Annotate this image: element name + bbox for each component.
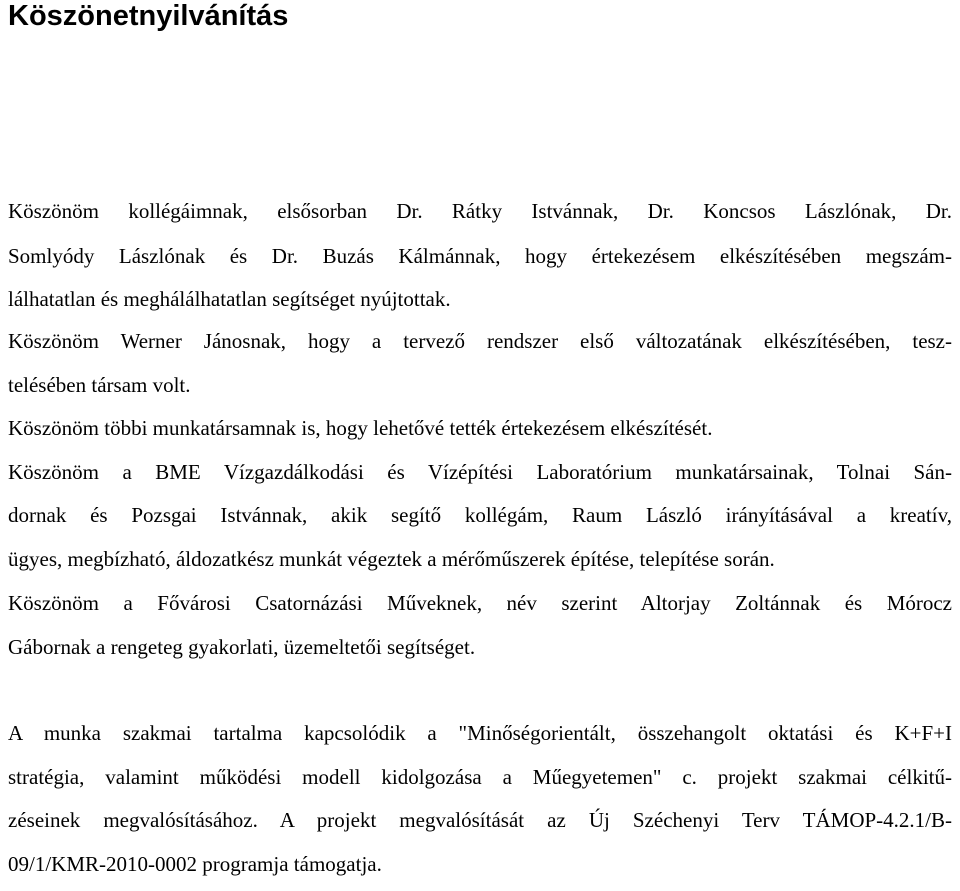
text-line: Köszönöm a Fővárosi Csatornázási Műveknek, név szerint Altorjay Zoltánnak és Mórocz xyxy=(8,591,952,615)
page-title: Köszönetnyilvánítás xyxy=(8,0,289,32)
text-line: 09/1/KMR-2010-0002 programja támogatja. xyxy=(8,852,382,876)
text-line: dornak és Pozsgai Istvánnak, akik segítő kollégám, Raum László irányításával a kreatív, xyxy=(8,503,952,527)
text-line: ügyes, megbízható, áldozatkész munkát végeztek a mérőműszerek építése, telepítése során. xyxy=(8,547,775,571)
text-line: lálhatatlan és meghálálhatatlan segítséget nyújtottak. xyxy=(8,287,451,311)
text-line: Köszönöm a BME Vízgazdálkodási és Vízépítési Laboratórium munkatársainak, Tolnai Sán- xyxy=(8,460,952,484)
text-line: zéseinek megvalósításához. A projekt megvalósítását az Új Széchenyi Terv TÁMOP-4.2.1/B- xyxy=(8,808,952,832)
text-line: A munka szakmai tartalma kapcsolódik a "Minőségorientált, összehangolt oktatási és K+F+I xyxy=(8,721,952,745)
text-line: Somlyódy Lászlónak és Dr. Buzás Kálmánnak, hogy értekezésem elkészítésében megszám- xyxy=(8,244,952,268)
text-line: Köszönöm Werner Jánosnak, hogy a tervező rendszer első változatának elkészítésében, tesz- xyxy=(8,329,952,353)
text-line: Köszönöm többi munkatársamnak is, hogy lehetővé tették értekezésem elkészítését. xyxy=(8,416,713,440)
text-line: stratégia, valamint működési modell kidolgozása a Műegyetemen" c. projekt szakmai célkitű- xyxy=(8,765,952,789)
text-line: Köszönöm kollégáimnak, elsősorban Dr. Rátky Istvánnak, Dr. Koncsos Lászlónak, Dr. xyxy=(8,199,952,223)
text-line: telésében társam volt. xyxy=(8,373,191,397)
text-line: Gábornak a rengeteg gyakorlati, üzemeltetői segítséget. xyxy=(8,635,476,659)
